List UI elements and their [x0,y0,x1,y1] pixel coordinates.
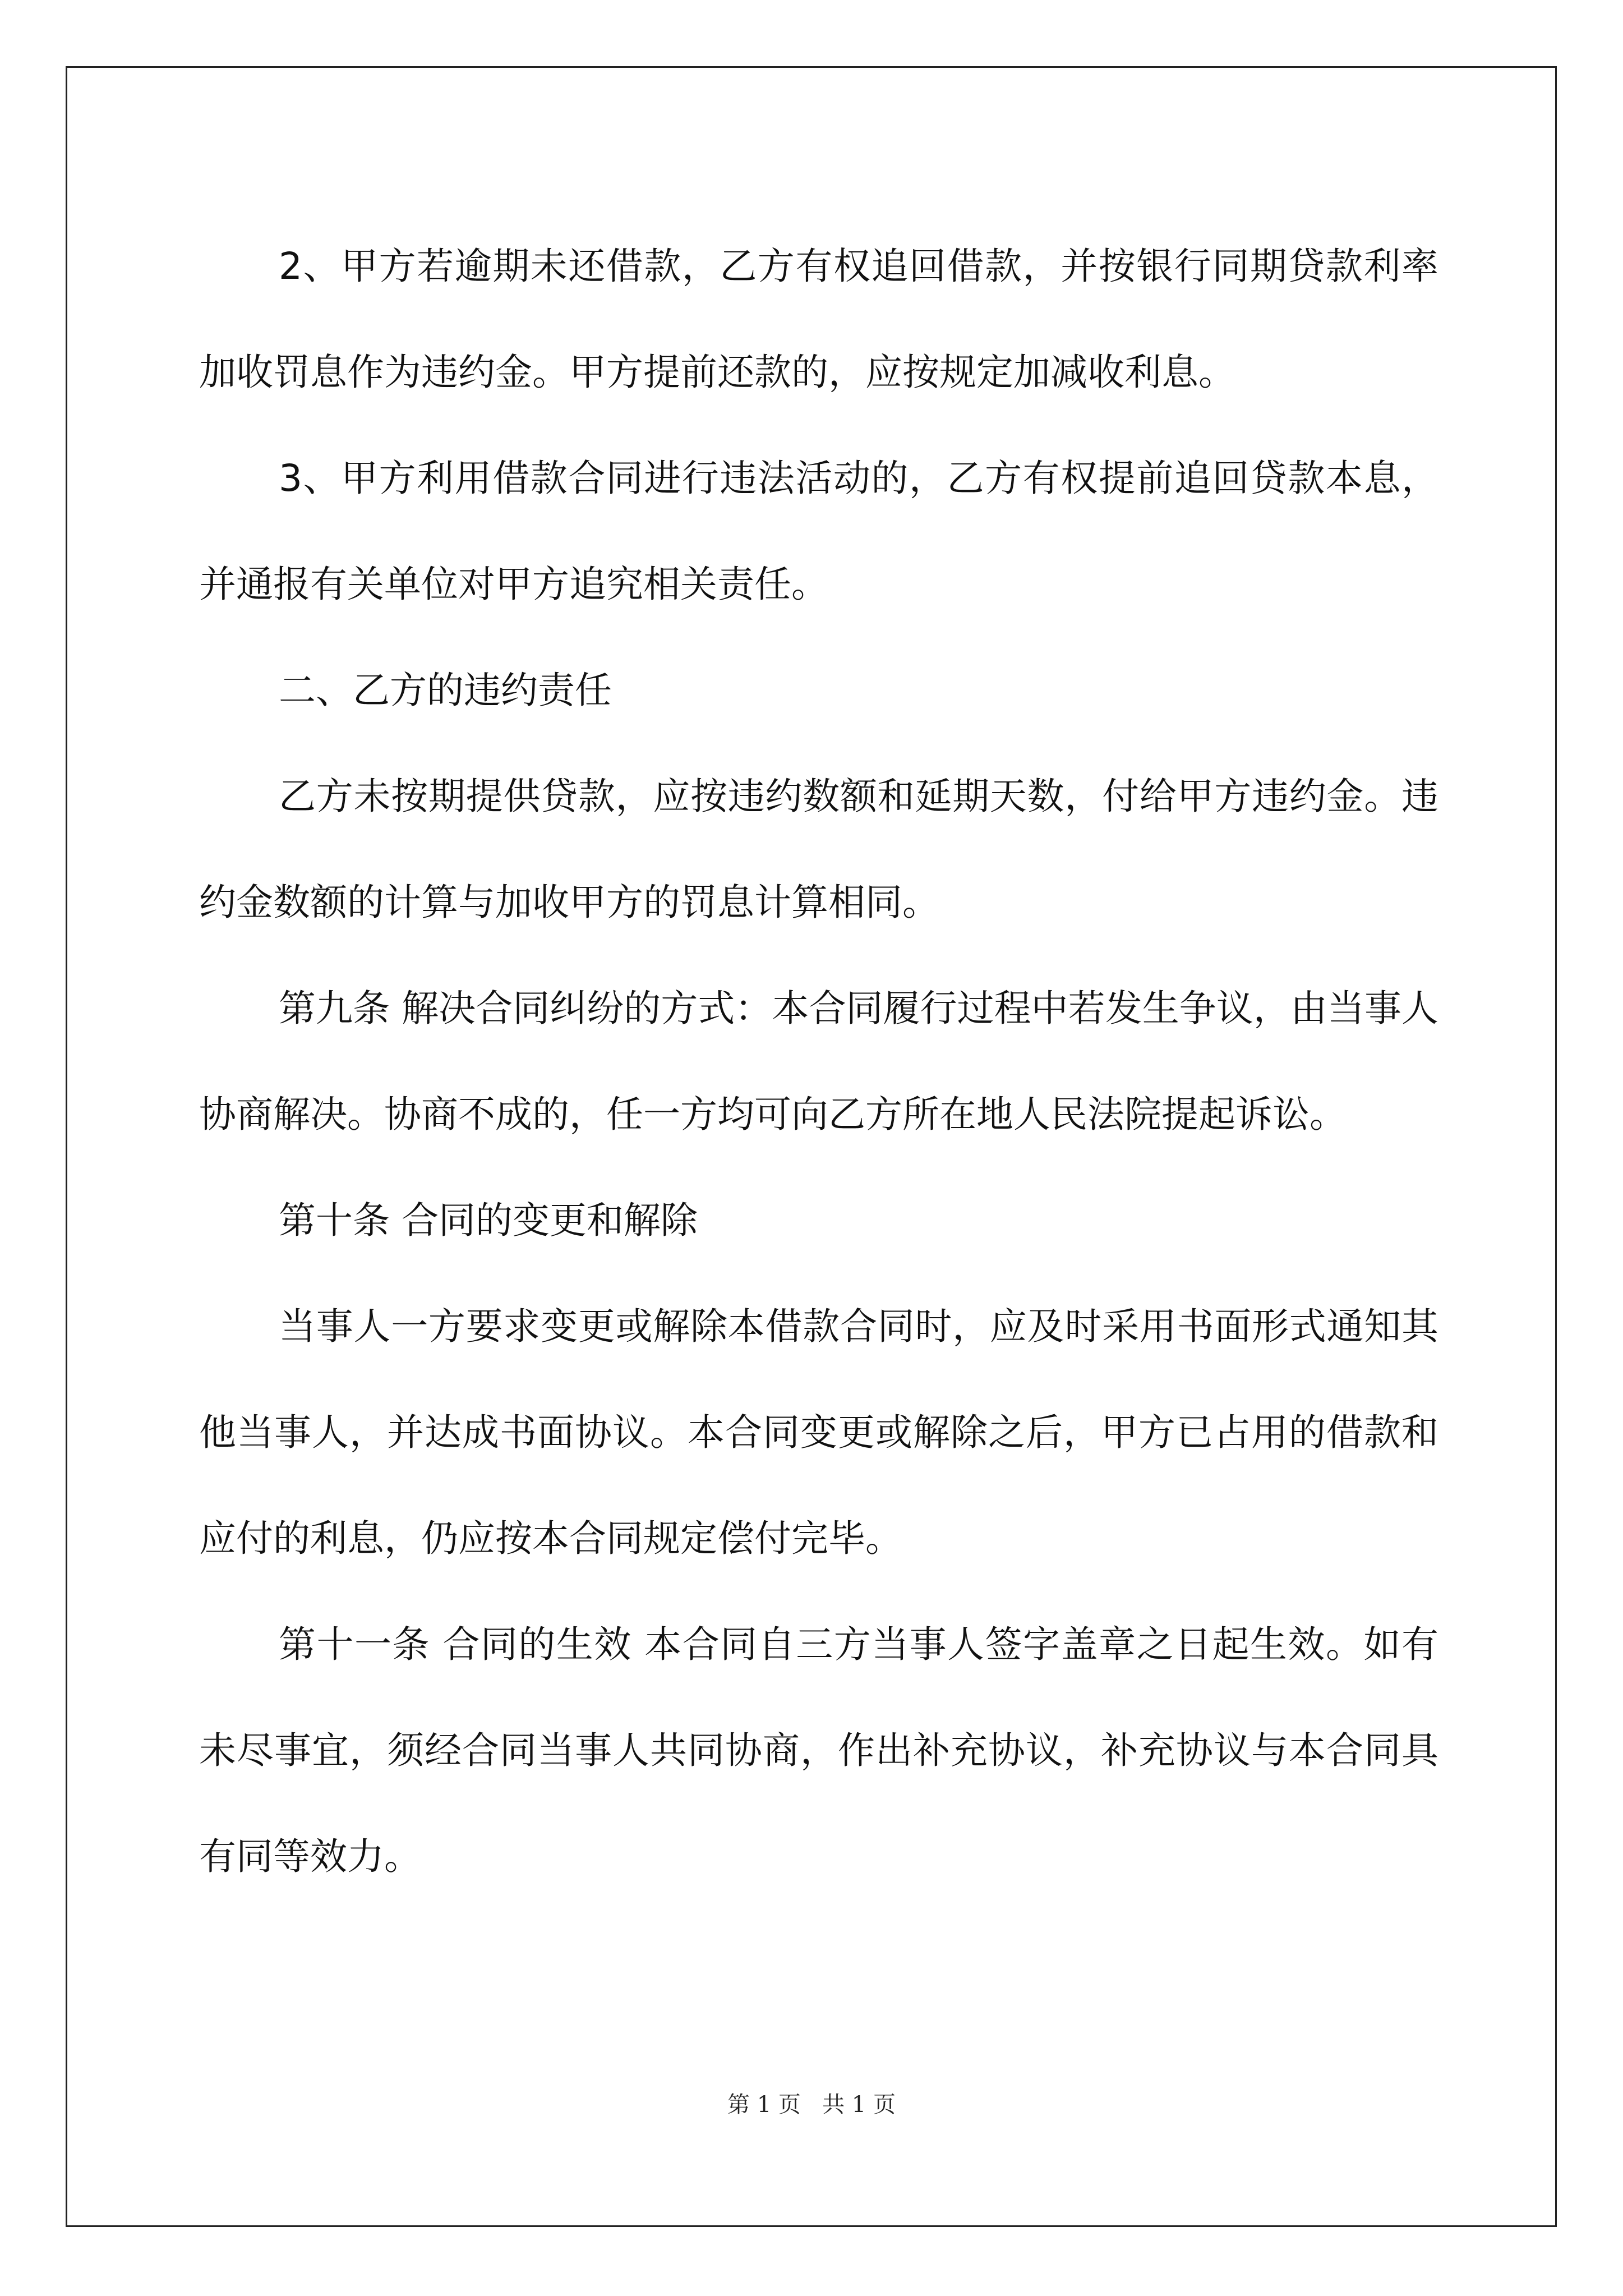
article-11-effectiveness: 第十一条 合同的生效 本合同自三方当事人签字盖章之日起生效。如有未尽事宜，须经合同当事人共同协商，作出补充协议，补充协议与本合同具有同等效力。 [199,1623,1438,1878]
paragraph-penalty-illegal-use: 3、甲方利用借款合同进行违法活动的，乙方有权提前追回贷款本息，并通报有关单位对甲方追究相关责任。 [199,457,1438,606]
paragraph-party-b-liability: 乙方未按期提供贷款，应按违约数额和延期天数，付给甲方违约金。违约金数额的计算与加收甲方的罚息计算相同。 [199,775,1438,924]
page-footer: 第 1 页 共 1 页 [727,2092,896,2118]
article-10-body: 当事人一方要求变更或解除本借款合同时，应及时采用书面形式通知其他当事人，并达成书面协议。本合同变更或解除之后，甲方已占用的借款和应付的利息，仍应按本合同规定偿付完毕。 [199,1305,1438,1560]
document-body [199,213,1438,1910]
paragraph-penalty-overdue: 2、甲方若逾期未还借款，乙方有权追回借款，并按银行同期贷款利率加收罚息作为违约金。甲方提前还款的，应按规定加减收利息。 [199,245,1438,394]
article-9-dispute-resolution: 第九条 解决合同纠纷的方式：本合同履行过程中若发生争议，由当事人协商解决。协商不成的，任一方均可向乙方所在地人民法院提起诉讼。 [199,987,1438,1136]
section-heading-party-b-liability: 二、乙方的违约责任 [279,669,612,712]
article-10-heading: 第十条 合同的变更和解除 [279,1199,698,1242]
